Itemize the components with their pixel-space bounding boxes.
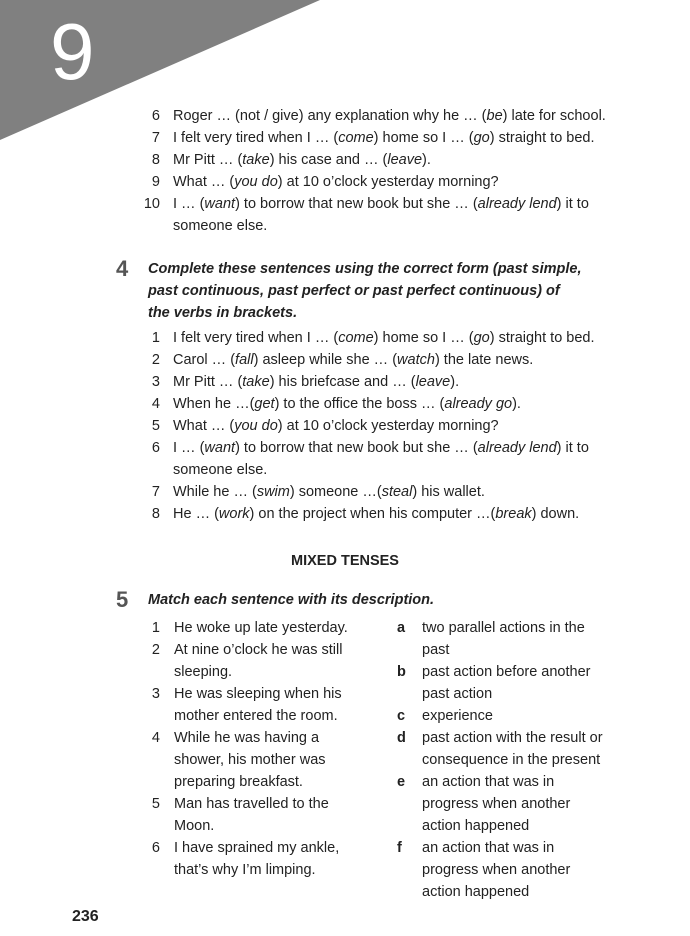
task3-item xyxy=(0,215,690,237)
match-row xyxy=(0,771,690,793)
task4-item-number: 6 xyxy=(151,440,160,456)
task4-item-number: 4 xyxy=(151,396,160,412)
task4-item-text: When he …(get) to the office the boss … (already go). xyxy=(173,396,521,412)
task4-item-text: What … (you do) at 10 o’clock yesterday morning? xyxy=(173,418,499,434)
match-description: past action before another xyxy=(422,664,591,680)
match-letter: f xyxy=(397,840,402,856)
match-number: 6 xyxy=(151,840,160,856)
task3-item-number: 7 xyxy=(151,130,160,146)
match-description: two parallel actions in the xyxy=(422,620,585,636)
match-row xyxy=(0,639,690,661)
task4-list xyxy=(0,327,690,525)
task3-item-text: Mr Pitt … (take) his case and … (leave). xyxy=(173,152,431,168)
task3-item xyxy=(0,193,690,215)
match-description: past xyxy=(422,642,450,658)
section-title: MIXED TENSES xyxy=(291,553,399,569)
task4-instruction-line: Complete these sentences using the correct form (past simple, xyxy=(148,261,582,277)
task4-item-number: 8 xyxy=(151,506,160,522)
match-description: past action xyxy=(422,686,493,702)
task3-item-text: What … (you do) at 10 o’clock yesterday morning? xyxy=(173,174,499,190)
task4-item xyxy=(0,437,690,459)
match-sentence: He woke up late yesterday. xyxy=(174,620,348,636)
task3-item xyxy=(0,149,690,171)
match-description: progress when another xyxy=(422,796,571,812)
task4-item-text: I felt very tired when I … (come) home so I … (go) straight to bed. xyxy=(173,330,595,346)
match-row xyxy=(0,815,690,837)
match-number: 5 xyxy=(151,796,160,812)
task3-item-number: 10 xyxy=(143,196,160,212)
task4-item-text: Carol … (fall) asleep while she … (watch) the late news. xyxy=(173,352,534,368)
match-sentence: Man has travelled to the xyxy=(174,796,329,812)
task3-item-number: 6 xyxy=(151,108,160,124)
task4-item-text: He … (work) on the project when his computer …(break) down. xyxy=(173,506,580,522)
task3-list xyxy=(0,105,690,237)
task3-item-text: I … (want) to borrow that new book but she … (already lend) it to xyxy=(173,196,589,212)
match-letter: d xyxy=(397,730,406,746)
task4-item-number: 5 xyxy=(151,418,160,434)
match-row xyxy=(0,727,690,749)
match-sentence: preparing breakfast. xyxy=(174,774,303,790)
task4-item xyxy=(0,349,690,371)
task4-item xyxy=(0,393,690,415)
task3-item xyxy=(0,105,690,127)
task4-item-text: While he … (swim) someone …(steal) his wallet. xyxy=(173,484,485,500)
match-description: progress when another xyxy=(422,862,571,878)
match-row xyxy=(0,881,690,903)
task4-item xyxy=(0,503,690,525)
match-description: consequence in the present xyxy=(422,752,601,768)
task5-match-list xyxy=(0,617,690,903)
match-sentence: that’s why I’m limping. xyxy=(174,862,316,878)
match-number: 4 xyxy=(151,730,160,746)
match-sentence: shower, his mother was xyxy=(174,752,326,768)
match-sentence: sleeping. xyxy=(174,664,233,680)
chapter-number: 9 xyxy=(50,7,95,96)
match-row xyxy=(0,661,690,683)
task4-item xyxy=(0,327,690,349)
task4-item xyxy=(0,371,690,393)
task4-instruction xyxy=(148,258,582,324)
task4-instruction-line: the verbs in brackets. xyxy=(148,305,298,321)
match-description: experience xyxy=(422,708,493,724)
match-number: 2 xyxy=(151,642,160,658)
match-letter: a xyxy=(397,620,406,636)
match-row xyxy=(0,617,690,639)
task4-item-number: 3 xyxy=(151,374,160,390)
match-row xyxy=(0,859,690,881)
task4-instruction-line: past continuous, past perfect or past perfect continuous) of xyxy=(148,283,560,299)
match-sentence: mother entered the room. xyxy=(174,708,338,724)
task4-item-text: I … (want) to borrow that new book but she … (already lend) it to xyxy=(173,440,589,456)
match-row xyxy=(0,793,690,815)
task4-item xyxy=(0,481,690,503)
task3-item-number: 8 xyxy=(151,152,160,168)
task3-item-number: 9 xyxy=(151,174,160,190)
match-description: past action with the result or xyxy=(422,730,603,746)
match-row xyxy=(0,837,690,859)
task3-item-text: I felt very tired when I … (come) home so I … (go) straight to bed. xyxy=(173,130,595,146)
match-letter: b xyxy=(397,664,406,680)
page-number: 236 xyxy=(72,908,99,925)
task4-number: 4 xyxy=(116,256,129,281)
match-description: action happened xyxy=(422,884,530,900)
task5-number: 5 xyxy=(116,587,129,612)
task3-item xyxy=(0,171,690,193)
match-sentence: He was sleeping when his xyxy=(174,686,342,702)
match-row xyxy=(0,683,690,705)
match-sentence: I have sprained my ankle, xyxy=(174,840,340,856)
match-letter: c xyxy=(397,708,406,724)
task5-instruction: Match each sentence with its description. xyxy=(148,592,435,608)
match-description: an action that was in xyxy=(422,840,555,856)
match-row xyxy=(0,749,690,771)
match-sentence: While he was having a xyxy=(174,730,320,746)
match-sentence: Moon. xyxy=(174,818,215,834)
task3-item-text: someone else. xyxy=(173,218,268,234)
task4-item-number: 1 xyxy=(151,330,160,346)
task4-item-text: someone else. xyxy=(173,462,268,478)
match-sentence: At nine o’clock he was still xyxy=(174,642,343,658)
match-row xyxy=(0,705,690,727)
match-number: 3 xyxy=(151,686,160,702)
match-description: action happened xyxy=(422,818,530,834)
task3-item-text: Roger … (not / give) any explanation why he … (be) late for school. xyxy=(173,108,606,124)
task4-item xyxy=(0,459,690,481)
task3-item xyxy=(0,127,690,149)
task4-item xyxy=(0,415,690,437)
match-description: an action that was in xyxy=(422,774,555,790)
task4-item-text: Mr Pitt … (take) his briefcase and … (leave). xyxy=(173,374,460,390)
match-letter: e xyxy=(397,774,406,790)
match-number: 1 xyxy=(151,620,160,636)
task4-item-number: 2 xyxy=(151,352,160,368)
task4-item-number: 7 xyxy=(151,484,160,500)
